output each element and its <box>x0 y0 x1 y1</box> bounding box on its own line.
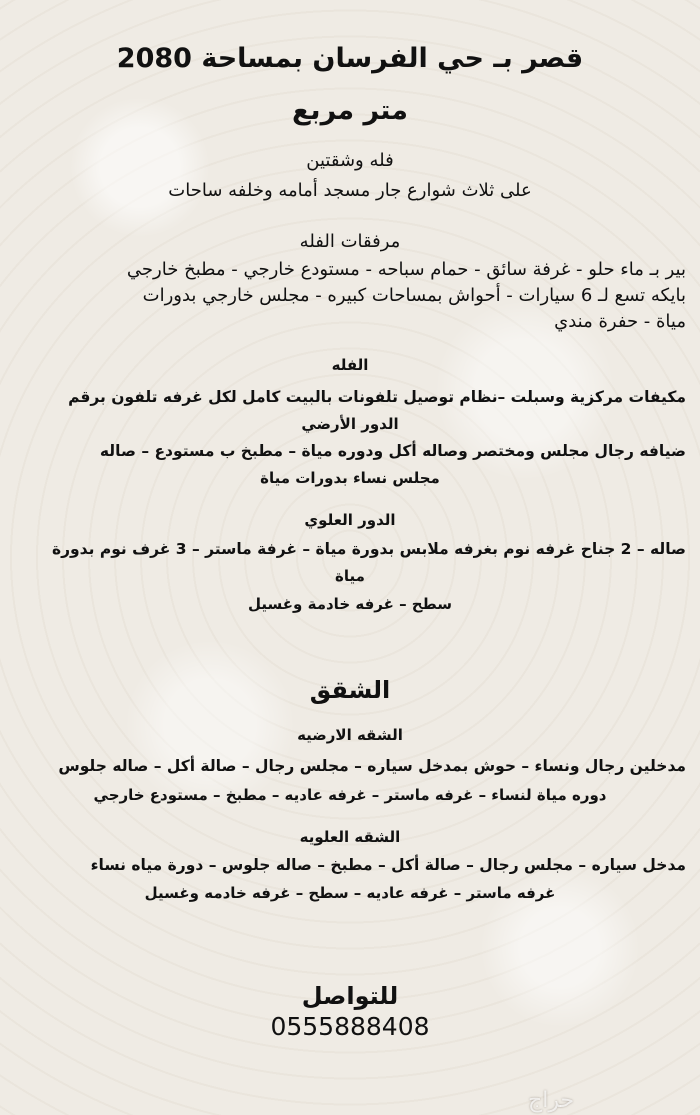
apartment-ground-line: مدخلين رجال ونساء – حوش بمدخل سياره – مجلس رجال – صالة أكل – صاله جلوس <box>58 757 686 775</box>
intro-location: على ثلاث شوارع جار مسجد أمامه وخلفه ساحات <box>168 180 532 201</box>
villa-upper-line: مياة <box>335 567 365 585</box>
villa-facilities-heading: مرفقات الفله <box>299 231 401 252</box>
page-title-area: متر مربع <box>291 95 409 126</box>
contact-label: للتواصل <box>301 982 399 1010</box>
haraj-watermark: حراج <box>528 1088 575 1113</box>
villa-ground-line: مجلس نساء بدورات مياة <box>260 469 440 487</box>
villa-upper-heading: الدور العلوي <box>304 511 396 529</box>
villa-facilities-line: مياة - حفرة مندي <box>554 311 686 332</box>
villa-facilities-line: بير بـ ماء حلو - غرفة سائق - حمام سباحه - مستودع خارجي - مطبخ خارجي <box>126 259 686 280</box>
villa-upper-line: سطح – غرفه خادمة وغسيل <box>248 595 452 613</box>
apartment-upper-line: غرفه ماستر – غرفه عاديه – سطح – غرفه خادمه وغسيل <box>144 884 556 902</box>
page-title: قصر بـ حي الفرسان بمساحة 2080 <box>116 43 584 74</box>
apartment-ground-line: دوره مياة لنساء – غرفه ماستر – غرفه عاديه – مطبخ – مستودع خارجي <box>93 786 607 804</box>
villa-heading: الفله <box>331 356 369 374</box>
villa-ground-heading: الدور الأرضي <box>301 415 399 433</box>
villa-upper-line: صاله – 2 جناح غرفه نوم بغرفه ملابس بدورة مياة – غرفة ماستر – 3 غرف نوم بدورة <box>51 540 686 558</box>
villa-facilities-line: بايكه تسع لـ 6 سيارات - أحواش بمساحات كبيره - مجلس خارجي بدورات <box>142 285 686 306</box>
apartment-ground-heading: الشقه الارضيه <box>297 726 403 744</box>
apartments-heading: الشقق <box>309 676 391 704</box>
apartment-upper-heading: الشقه العلويه <box>299 828 401 846</box>
contact-phone[interactable]: 0555888408 <box>270 1012 430 1041</box>
intro-line: فله وشقتين <box>306 150 394 171</box>
villa-features: مكيفات مركزية وسبلت –نظام توصيل تلفونات بالبيت كامل لكل غرفه تلفون برقم <box>68 388 686 406</box>
villa-ground-line: ضيافه رجال مجلس ومختصر وصاله أكل ودوره مياة – مطبخ ب مستودع – صاله <box>99 442 686 460</box>
apartment-upper-line: مدخل سياره – مجلس رجال – صالة أكل – مطبخ – صاله جلوس – دورة مياه نساء <box>90 856 686 874</box>
